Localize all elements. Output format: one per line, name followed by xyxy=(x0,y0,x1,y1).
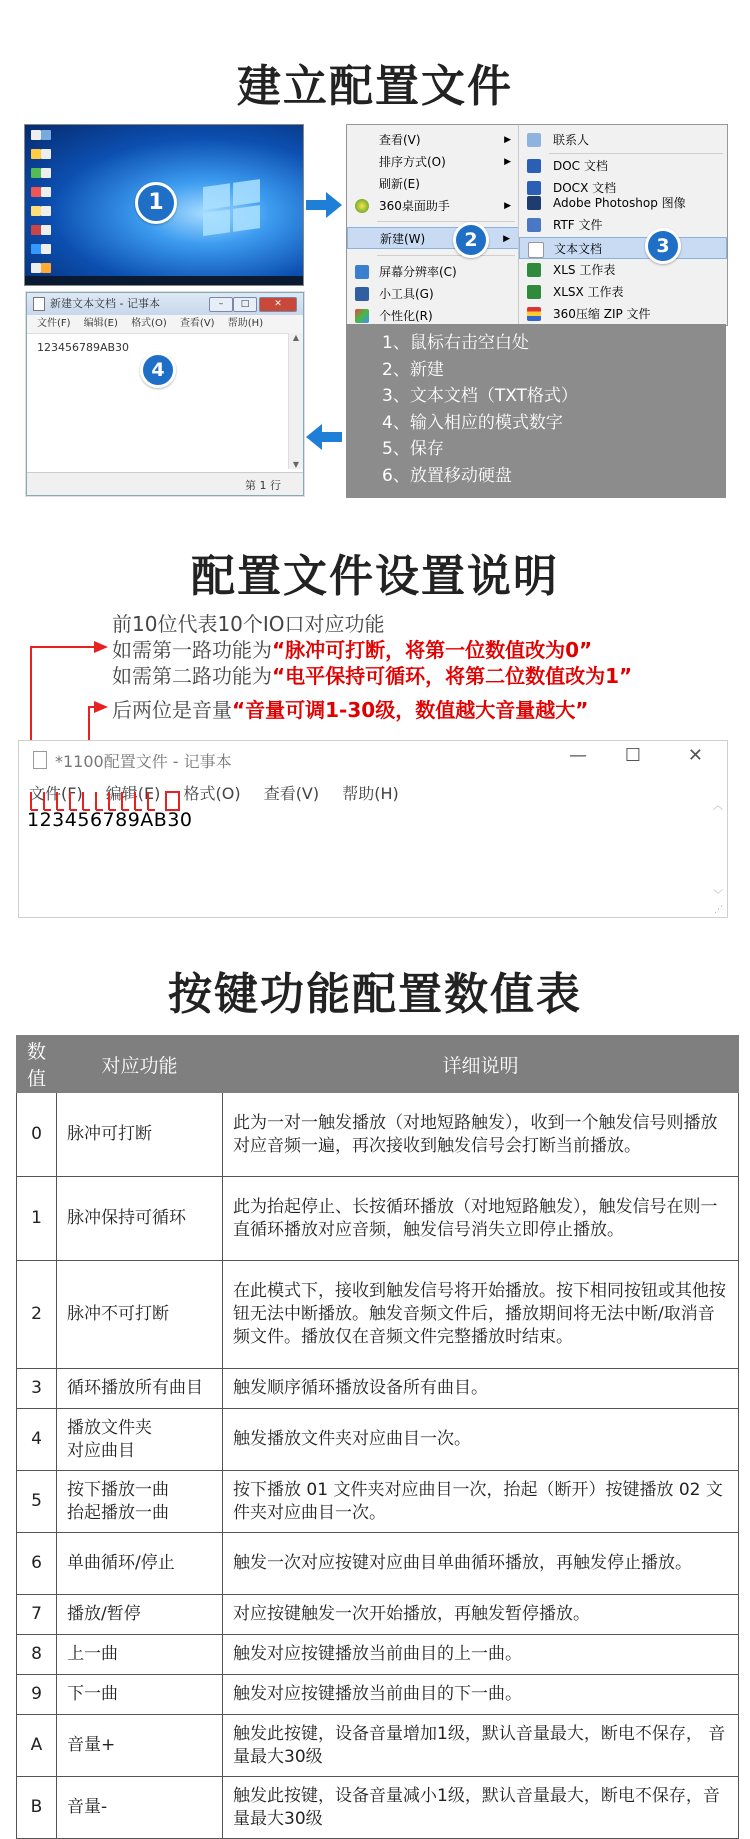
cell-function: 播放文件夹 对应曲目 xyxy=(57,1409,223,1471)
step-item: 6、放置移动硬盘 xyxy=(382,465,512,486)
table-row xyxy=(17,1093,739,1177)
word-doc-icon xyxy=(527,159,541,173)
notepad-window-small xyxy=(26,292,304,496)
monitor-icon xyxy=(355,265,369,279)
submenu-item-label: 文本文档 xyxy=(554,242,603,256)
menu-item-label: 屏幕分辨率(C) xyxy=(379,265,457,279)
menu-item-resolution[interactable] xyxy=(347,261,519,283)
explanation-text: 如需第一路功能为 xyxy=(112,638,272,662)
submenu-item-label: Adobe Photoshop 图像 xyxy=(553,196,686,210)
table-row xyxy=(17,1261,739,1369)
menu-help[interactable]: 帮助(H) xyxy=(342,784,399,803)
cell-function: 播放/暂停 xyxy=(57,1595,223,1635)
cell-function: 脉冲可打断 xyxy=(57,1093,223,1177)
menu-edit[interactable]: 编辑(E) xyxy=(105,784,161,803)
cell-function: 循环播放所有曲目 xyxy=(57,1369,223,1409)
menu-format[interactable]: 格式(O) xyxy=(131,318,167,329)
section3-title: 按键功能配置数值表 xyxy=(168,969,582,1020)
menu-item-label: 查看(V) xyxy=(379,133,421,147)
taskbar xyxy=(25,276,303,285)
explanation-text: 如需第二路功能为 xyxy=(112,664,272,688)
notepad-icon xyxy=(33,751,47,769)
table-row xyxy=(17,1777,739,1839)
table-row xyxy=(17,1595,739,1635)
menu-item-label: 个性化(R) xyxy=(379,309,433,323)
desktop-icons xyxy=(31,129,59,281)
arrow-left-icon xyxy=(306,424,342,450)
maximize-button[interactable]: □ xyxy=(233,297,257,312)
gadgets-icon xyxy=(355,287,369,301)
table-row xyxy=(17,1715,739,1777)
notepad-text-area[interactable]: 123456789AB30 xyxy=(37,341,130,354)
cell-value: 3 xyxy=(17,1369,57,1409)
cell-function: 脉冲保持可循环 xyxy=(57,1177,223,1261)
notepad-title: *1100配置文件 - 记事本 xyxy=(55,752,232,771)
minimize-button[interactable]: – xyxy=(209,297,233,312)
submenu-item-label: DOC 文档 xyxy=(553,159,608,173)
close-button[interactable]: ✕ xyxy=(687,745,703,766)
scroll-up-icon[interactable]: ︿ xyxy=(713,801,723,812)
notepad-title: 新建文本文档 - 记事本 xyxy=(50,297,160,310)
menu-file[interactable]: 文件(F) xyxy=(29,784,83,803)
cell-value: 7 xyxy=(17,1595,57,1635)
table-row xyxy=(17,1635,739,1675)
cell-value: 1 xyxy=(17,1177,57,1261)
photoshop-icon xyxy=(527,196,541,210)
cell-function: 音量- xyxy=(57,1777,223,1839)
cell-value: 2 xyxy=(17,1261,57,1369)
menu-help[interactable]: 帮助(H) xyxy=(227,318,264,329)
menu-separator xyxy=(377,221,515,222)
cell-detail: 触发顺序循环播放设备所有曲目。 xyxy=(223,1369,739,1409)
windows-logo-icon xyxy=(203,179,261,237)
cell-value: 0 xyxy=(17,1093,57,1177)
connector-line xyxy=(30,646,96,648)
header-function: 对应功能 xyxy=(57,1036,223,1093)
step-badge-2: 2 xyxy=(453,222,489,258)
notepad-menu-bar xyxy=(27,315,303,334)
menu-file[interactable]: 文件(F) xyxy=(37,318,71,329)
arrow-right-icon xyxy=(94,700,108,714)
cell-detail: 触发此按键，设备音量减小1级，默认音量最大，断电不保存，音量最大30级 xyxy=(223,1777,739,1839)
cell-function: 下一曲 xyxy=(57,1675,223,1715)
resize-grip-icon[interactable]: ⋰ xyxy=(714,905,723,915)
cell-detail: 此为一对一触发播放（对地短路触发），收到一个触发信号则播放对应音频一遍，再次接收到触发信号会打断当前播放。 xyxy=(223,1093,739,1177)
table-row xyxy=(17,1675,739,1715)
table-row xyxy=(17,1471,739,1533)
menu-item-new[interactable] xyxy=(347,227,519,249)
step-item: 5、保存 xyxy=(382,439,444,459)
submenu-item-label: DOCX 文档 xyxy=(553,181,617,195)
digit-marker-lines xyxy=(20,786,190,816)
cell-detail: 触发对应按键播放当前曲目的下一曲。 xyxy=(223,1675,739,1715)
chevron-right-icon: ▶ xyxy=(504,201,511,211)
menu-item-label: 360桌面助手 xyxy=(379,199,450,213)
excel-xlsx-icon xyxy=(527,285,541,299)
rtf-icon xyxy=(527,218,541,232)
text-document-icon xyxy=(528,242,544,258)
cell-detail: 触发播放文件夹对应曲目一次。 xyxy=(223,1409,739,1471)
explanation-highlight: “电平保持可循环，将第二位数值改为1” xyxy=(272,664,633,688)
arrow-right-icon xyxy=(94,640,108,654)
chevron-right-icon: ▶ xyxy=(503,234,510,244)
step-badge-4: 4 xyxy=(140,352,176,388)
submenu-item-doc[interactable] xyxy=(519,155,727,177)
step-item: 4、输入相应的模式数字 xyxy=(382,412,563,433)
new-submenu xyxy=(518,124,728,326)
explanation-line-4 xyxy=(112,694,588,723)
line-indicator: 第 1 行 xyxy=(245,479,281,492)
submenu-item-xlsx[interactable] xyxy=(519,281,727,303)
menu-item-label: 新建(W) xyxy=(380,232,426,246)
explanation-highlight: “音量可调1-30级，数值越大音量越大” xyxy=(232,698,589,722)
menu-item-sort[interactable] xyxy=(347,151,519,173)
notepad-window-config xyxy=(18,740,728,918)
menu-separator xyxy=(549,153,723,154)
360-desktop-icon xyxy=(355,199,369,213)
cell-function: 单曲循环/停止 xyxy=(57,1533,223,1595)
submenu-item-xls[interactable] xyxy=(519,259,727,281)
chevron-right-icon: ▶ xyxy=(504,135,511,145)
cell-value: B xyxy=(17,1777,57,1839)
cell-detail: 触发一次对应按键对应曲目单曲循环播放，再触发停止播放。 xyxy=(223,1533,739,1595)
notepad-text-area[interactable]: 123456789AB30 xyxy=(27,809,193,831)
cell-value: 9 xyxy=(17,1675,57,1715)
context-menu xyxy=(346,124,520,326)
section2-title: 配置文件设置说明 xyxy=(191,551,559,602)
notepad-title-bar xyxy=(27,293,303,315)
cell-value: 5 xyxy=(17,1471,57,1533)
menu-item-label: 排序方式(O) xyxy=(379,155,446,169)
step-item: 1、鼠标右击空白处 xyxy=(382,333,529,353)
submenu-item-rtf[interactable] xyxy=(519,214,727,236)
section1-title: 建立配置文件 xyxy=(237,61,513,112)
table-row xyxy=(17,1409,739,1471)
table-row xyxy=(17,1533,739,1595)
table-row xyxy=(17,1369,739,1409)
menu-item-view[interactable] xyxy=(347,129,519,151)
arrow-right-icon xyxy=(306,192,342,218)
step-badge-3: 3 xyxy=(645,228,681,264)
header-value: 数值 xyxy=(17,1036,57,1093)
close-button[interactable]: ✕ xyxy=(259,297,297,312)
submenu-item-text-document[interactable] xyxy=(519,237,727,259)
chevron-right-icon: ▶ xyxy=(504,157,511,167)
cell-function: 音量+ xyxy=(57,1715,223,1777)
menu-item-gadgets[interactable] xyxy=(347,283,519,305)
scroll-down-icon[interactable]: ▼ xyxy=(292,460,300,469)
cell-detail: 触发此按键，设备音量增加1级，默认音量最大，断电不保存， 音量最大30级 xyxy=(223,1715,739,1777)
explanation-text: 后两位是音量 xyxy=(112,698,232,722)
contact-icon xyxy=(527,133,541,147)
explanation-line-3 xyxy=(112,660,632,689)
status-bar xyxy=(27,472,303,495)
menu-item-label: 小工具(G) xyxy=(379,287,434,301)
key-function-table xyxy=(16,1035,739,1839)
menu-item-label: 刷新(E) xyxy=(379,177,420,191)
step-badge-1: 1 xyxy=(135,182,177,224)
step-item: 3、文本文档（TXT格式） xyxy=(382,386,578,406)
steps-list xyxy=(382,330,578,489)
menu-view[interactable]: 查看(V) xyxy=(179,318,215,329)
scroll-up-icon[interactable]: ▲ xyxy=(292,333,300,342)
submenu-item-label: 联系人 xyxy=(553,133,590,147)
cell-value: 6 xyxy=(17,1533,57,1595)
explanation-line-2 xyxy=(112,634,592,663)
vertical-scrollbar[interactable] xyxy=(709,797,727,901)
menu-edit[interactable]: 编辑(E) xyxy=(83,318,118,329)
steps-panel xyxy=(346,324,726,498)
menu-format[interactable]: 格式(O) xyxy=(183,784,241,803)
explanation-line-1: 前10位代表10个IO口对应功能 xyxy=(112,612,385,636)
cell-value: 8 xyxy=(17,1635,57,1675)
menu-separator xyxy=(377,255,515,256)
cell-detail: 触发对应按键播放当前曲目的上一曲。 xyxy=(223,1635,739,1675)
menu-item-refresh[interactable] xyxy=(347,173,519,195)
excel-xls-icon xyxy=(527,263,541,277)
cell-function: 按下播放一曲 抬起播放一曲 xyxy=(57,1471,223,1533)
cell-function: 上一曲 xyxy=(57,1635,223,1675)
notepad-icon xyxy=(33,297,45,311)
submenu-item-label: RTF 文件 xyxy=(553,218,603,232)
cell-detail: 在此模式下，接收到触发信号将开始播放。按下相同按钮或其他按钮无法中断播放。触发音频文件后，播放期间将无法中断/取消音频文件。播放仅在音频文件完整播放时结束。 xyxy=(223,1261,739,1369)
scroll-down-icon[interactable]: ﹀ xyxy=(713,890,723,901)
cell-detail: 按下播放 01 文件夹对应曲目一次，抬起（断开）按键播放 02 文件夹对应曲目一次。 xyxy=(223,1471,739,1533)
personalize-icon xyxy=(355,309,369,323)
submenu-item-contact[interactable] xyxy=(519,129,727,151)
submenu-item-label: XLSX 工作表 xyxy=(553,285,624,299)
cell-value: 4 xyxy=(17,1409,57,1471)
maximize-button[interactable]: ☐ xyxy=(624,745,641,766)
cell-detail: 对应按键触发一次开始播放，再触发暂停播放。 xyxy=(223,1595,739,1635)
submenu-item-label: 360压缩 ZIP 文件 xyxy=(553,307,651,321)
submenu-item-zip[interactable] xyxy=(519,303,727,325)
submenu-item-label: XLS 工作表 xyxy=(553,263,616,277)
table-header-row xyxy=(17,1036,739,1093)
step-item: 2、新建 xyxy=(382,359,444,380)
submenu-item-psd[interactable] xyxy=(519,192,727,214)
zip-archive-icon xyxy=(527,307,541,321)
explanation-highlight: “脉冲可打断，将第一位数值改为0” xyxy=(272,638,593,662)
cell-detail: 此为抬起停止、长按循环播放（对地短路触发），触发信号在则一直循环播放对应音频，触发信号消失立即停止播放。 xyxy=(223,1177,739,1261)
menu-view[interactable]: 查看(V) xyxy=(263,784,320,803)
cell-function: 脉冲不可打断 xyxy=(57,1261,223,1369)
cell-value: A xyxy=(17,1715,57,1777)
table-row xyxy=(17,1177,739,1261)
menu-item-360-desktop[interactable] xyxy=(347,195,519,217)
header-detail: 详细说明 xyxy=(223,1036,739,1093)
minimize-button[interactable]: — xyxy=(569,745,587,766)
vertical-scrollbar[interactable] xyxy=(288,333,303,469)
